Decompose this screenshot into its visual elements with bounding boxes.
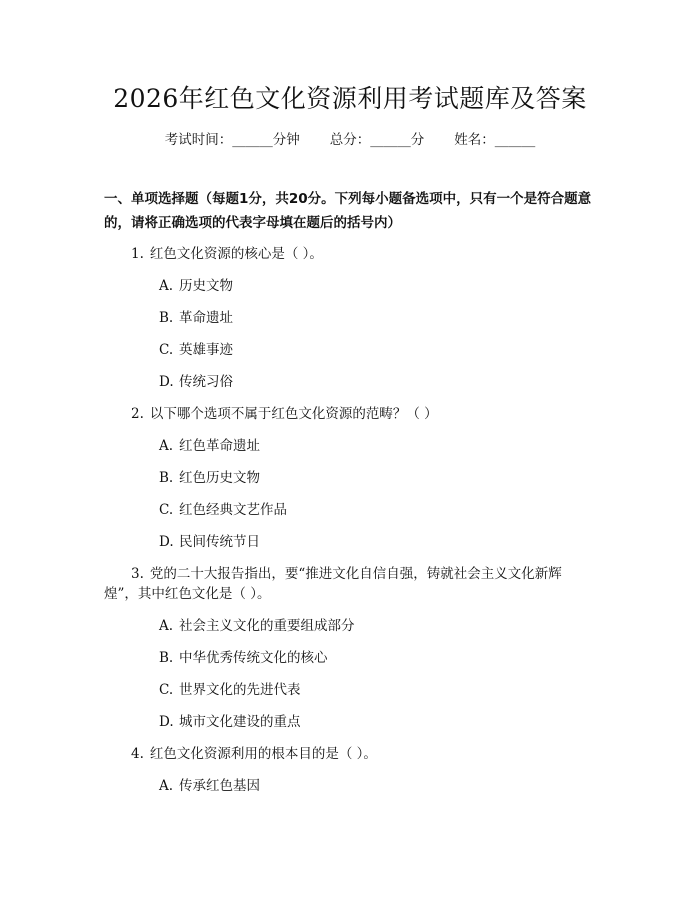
option-1a [159,275,233,297]
question-4 [131,743,377,765]
question-number: 2. [131,406,144,422]
option-text: 革命遗址 [179,310,233,326]
name-label: 姓名： [454,132,495,148]
option-letter: D. [159,534,174,550]
option-1d [159,371,233,393]
option-3c [159,679,301,701]
option-text: 世界文化的先进代表 [179,682,301,698]
question-2 [131,403,438,425]
option-2b [159,467,260,489]
option-text: 红色革命遗址 [179,438,260,454]
question-number: 4. [131,746,144,762]
question-stem: 以下哪个选项不属于红色文化资源的范畴？（ ） [149,406,438,422]
question-stem: 红色文化资源利用的根本目的是（ ）。 [149,746,377,762]
option-3a [159,615,355,637]
option-letter: A. [159,438,174,454]
option-letter: B. [159,650,174,666]
option-text: 民间传统节日 [179,534,260,550]
option-3d [159,711,301,733]
name-blank: ______ [494,132,536,148]
time-blank: ______ [232,132,273,148]
option-text: 英雄事迹 [179,342,233,358]
score-blank: ______ [370,132,411,148]
option-4a [159,775,260,797]
option-text: 传承红色基因 [179,778,260,794]
page-title: 2026年红色文化资源利用考试题库及答案 [113,84,587,113]
option-text: 红色历史文物 [179,470,260,486]
score-label: 总分： [329,132,371,148]
option-letter: A. [159,278,174,294]
option-text: 中华优秀传统文化的核心 [179,650,328,666]
option-text: 历史文物 [179,278,233,294]
option-letter: C. [159,342,174,358]
option-letter: D. [159,374,174,390]
question-stem: 红色文化资源的核心是（ ）。 [149,246,323,262]
question-number: 3. [131,566,144,582]
option-2c [159,499,287,521]
exam-info-line [0,130,700,150]
option-text: 红色经典文艺作品 [179,502,287,518]
question-1 [131,243,323,265]
option-text: 城市文化建设的重点 [179,714,301,730]
question-3 [131,563,562,585]
section-heading: 一、单项选择题（每题1分，共20分。下列每小题备选项中，只有一个是符合题意的，请将正确选项的代表字母填在题后的括号内） [104,191,592,231]
option-text: 传统习俗 [179,374,233,390]
option-letter: B. [159,310,174,326]
question-3-continued: 煌”，其中红色文化是（ ）。 [104,586,271,602]
option-letter: A. [159,618,174,634]
option-2a [159,435,260,457]
option-letter: C. [159,682,174,698]
option-letter: D. [159,714,174,730]
option-3b [159,647,328,669]
question-stem-line-1: 党的二十大报告指出，要“推进文化自信自强，铸就社会主义文化新辉 [149,566,562,582]
question-number: 1. [131,246,144,262]
option-letter: C. [159,502,174,518]
score-unit: 分 [410,132,425,148]
time-label: 考试时间： [164,132,233,148]
option-1b [159,307,233,329]
option-letter: A. [159,778,174,794]
time-unit: 分钟 [272,132,300,148]
option-text: 社会主义文化的重要组成部分 [179,618,355,634]
option-2d [159,531,260,553]
option-letter: B. [159,470,174,486]
option-1c [159,339,233,361]
